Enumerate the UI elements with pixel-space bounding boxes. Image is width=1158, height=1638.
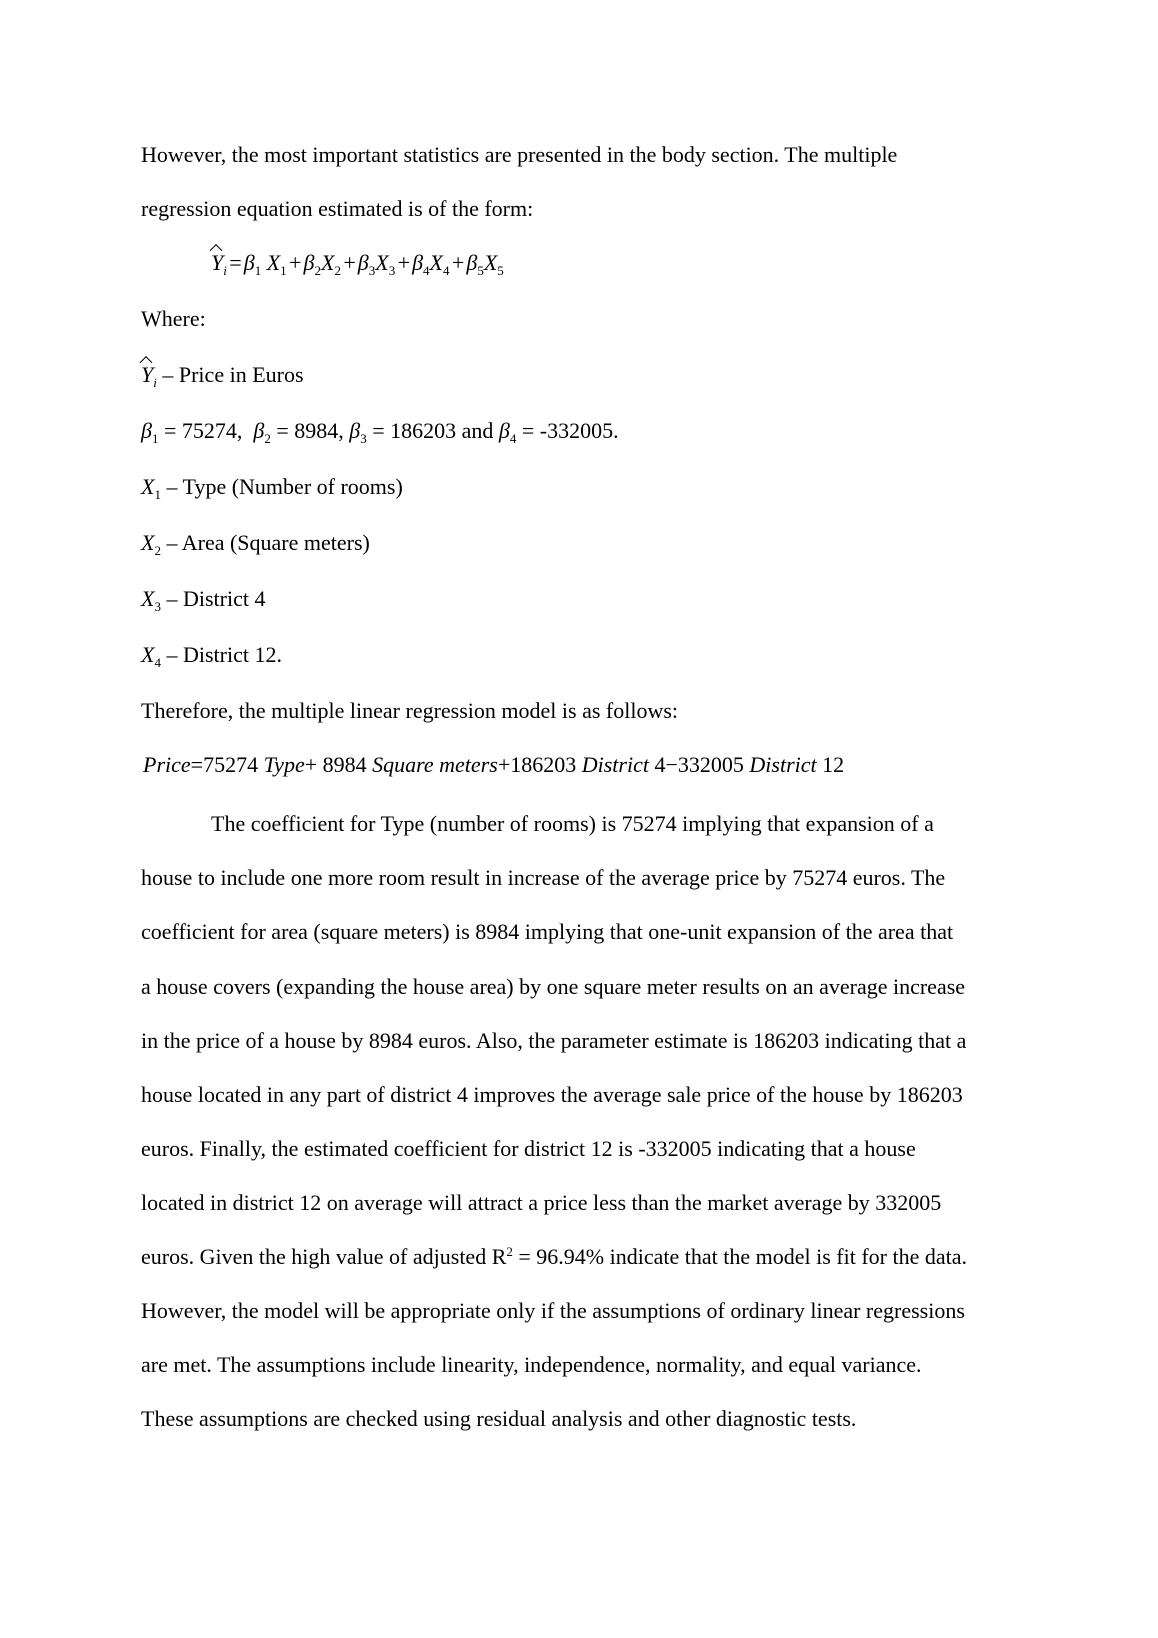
definition-x1: $X_1$ – Type (Number of rooms) (141, 474, 403, 502)
body-line-7: euros. Finally, the estimated coefficient for district 12 is -332005 indicating that a house (141, 1136, 916, 1161)
closing-line-1: However, the model will be appropriate only if the assumptions of ordinary linear regressions (141, 1298, 965, 1323)
body-line-2: house to include one more room result in increase of the average price by 75274 euros. The (141, 865, 946, 890)
where-label: Where: (141, 306, 206, 331)
definition-x4: $X_4$ – District 12. (141, 642, 282, 670)
closing-line-2: are met. The assumptions include linearity, independence, normality, and equal variance. (141, 1352, 922, 1377)
body-line-5: in the price of a house by 8984 euros. Also, the parameter estimate is 186203 indicating that a (141, 1028, 967, 1053)
r2-line: euros. Given the high value of adjusted $R^2 = 96.94\%$ indicate that the model is fit for the data. (141, 1244, 967, 1269)
definition-betas: $\beta_1 = 75274$, $\beta_2 = 8984$, $\beta_3 = 186203$ and $\beta_4 = -332005$. (141, 418, 619, 446)
definition-x2: $X_2$ – Area (Square meters) (141, 530, 370, 558)
model-equation: Price=75274 Type+ 8984 Square meters+186203 District 4−332005 District 12 (143, 752, 845, 777)
regression-equation: $Y_i=\beta_1$ $X_1+\beta_2X_2+\beta_3X_3+\beta_4X_4+\beta_5X_5$ (211, 250, 504, 278)
model-intro: Therefore, the multiple linear regression model is as follows: (141, 698, 679, 723)
intro-line-1: However, the most important statistics are presented in the body section. The multiple (141, 142, 898, 167)
body-line-4: a house covers (expanding the house area) by one square meter results on an average increase (141, 974, 966, 999)
definition-x3: $X_3$ – District 4 (141, 586, 266, 614)
closing-line-3: These assumptions are checked using residual analysis and other diagnostic tests. (141, 1406, 857, 1431)
body-line-6: house located in any part of district 4 improves the average sale price of the house by 186203 (141, 1082, 963, 1107)
body-line-1: The coefficient for Type (number of rooms) is 75274 implying that expansion of a (211, 811, 934, 836)
intro-line-2: regression equation estimated is of the form: (141, 196, 534, 221)
body-line-8: located in district 12 on average will attract a price less than the market average by 332005 (141, 1190, 942, 1215)
definition-y: $Y_i$ – Price in Euros (141, 362, 304, 390)
body-line-3: coefficient for area (square meters) is 8984 implying that one-unit expansion of the area that (141, 919, 954, 944)
y-hat: Y (211, 248, 223, 278)
